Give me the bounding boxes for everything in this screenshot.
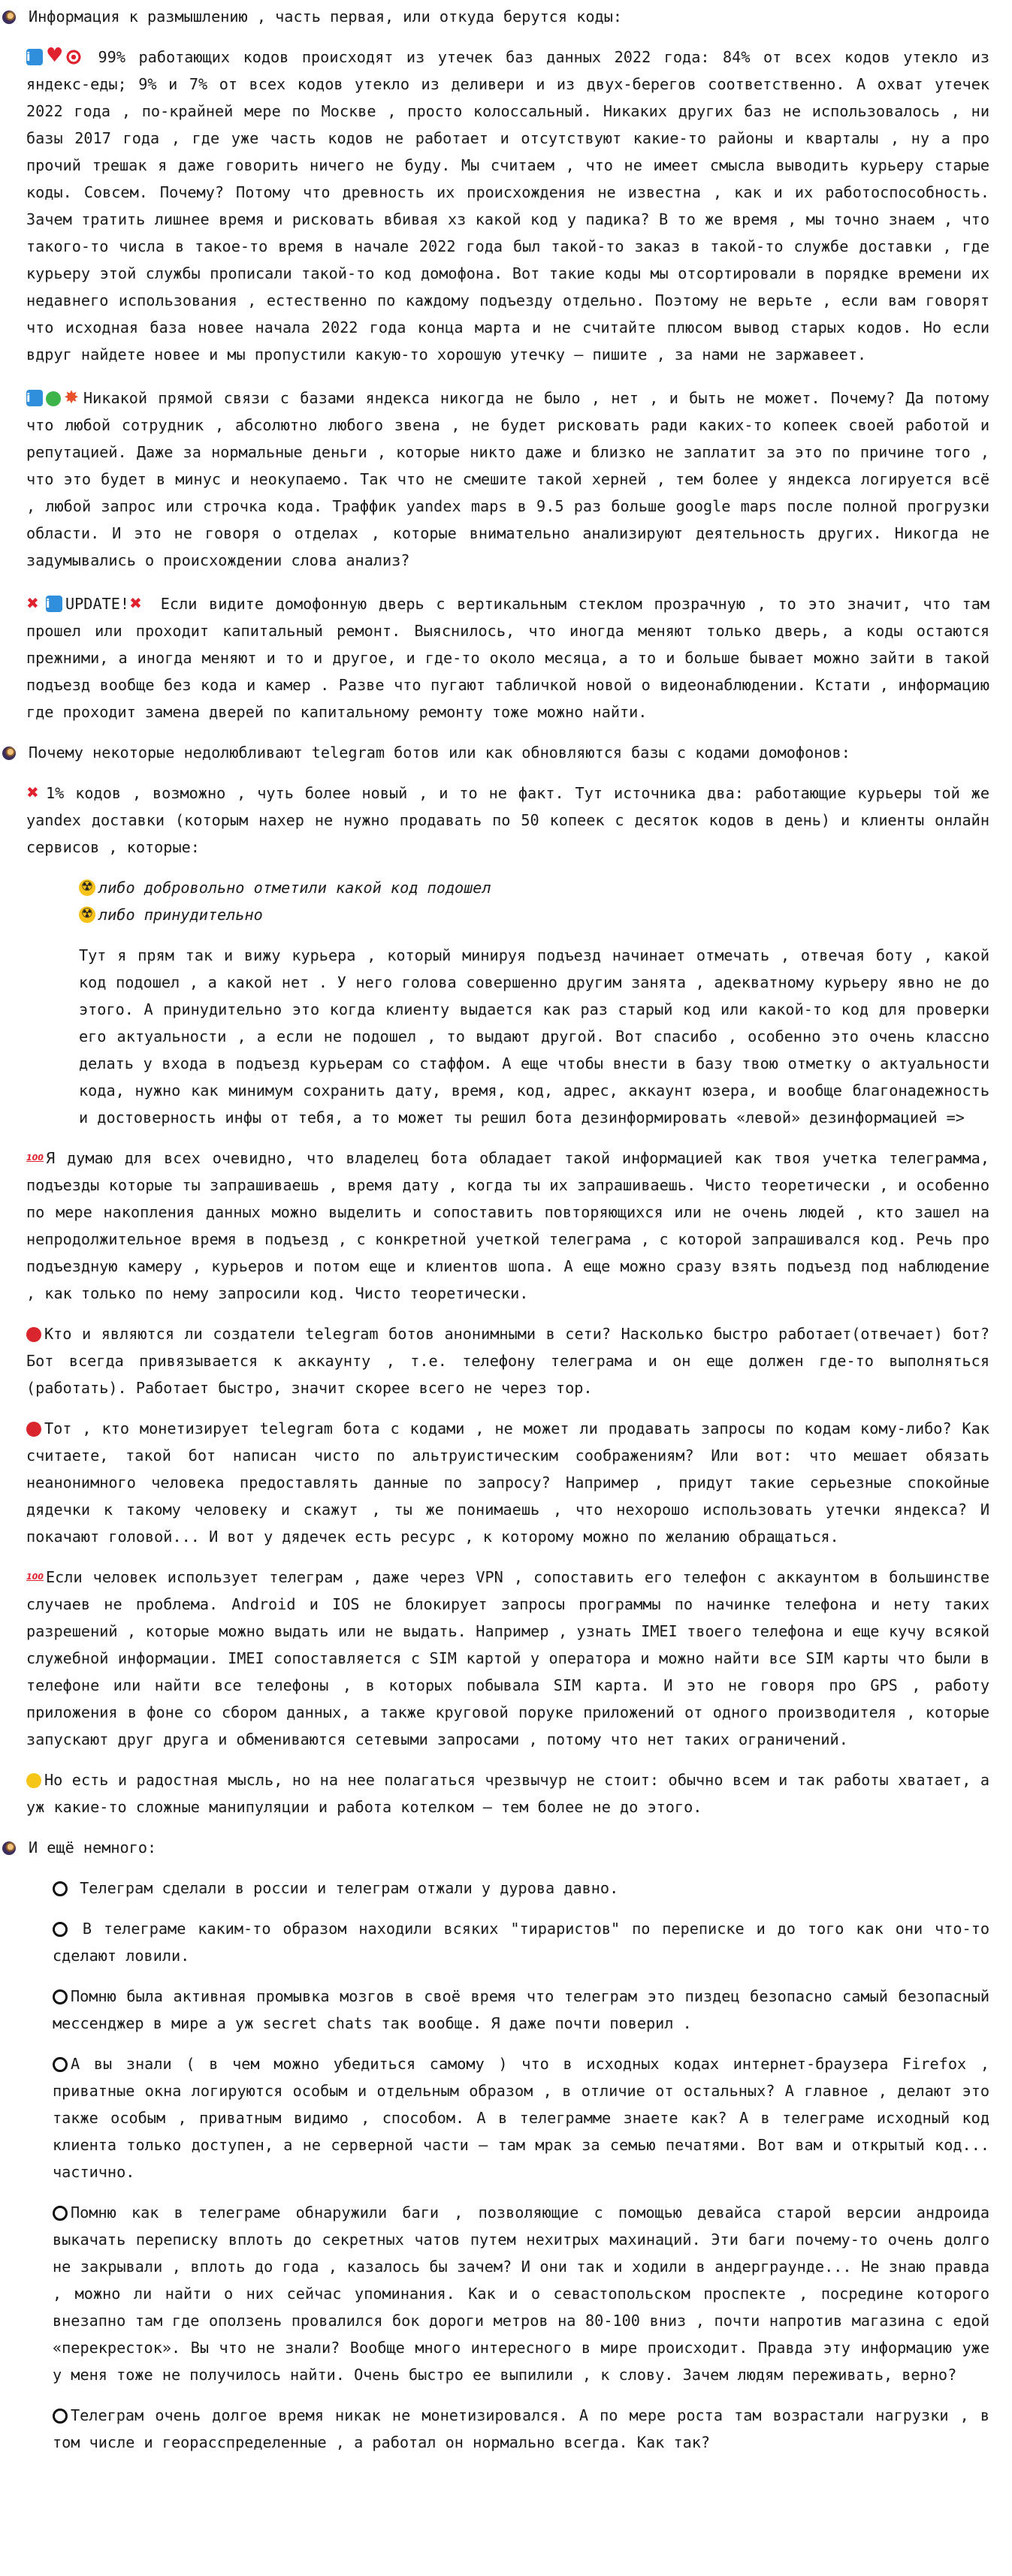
list-item <box>53 2402 989 2456</box>
info-icon <box>26 390 43 406</box>
list-item-text: Помню как в телеграме обнаружили баги , позволяющие с помощью девайса старой версии андроида выкачать переписку вплоть до секретных чатов путем нехитрых махинаций. Эти баги почему-то очень долго не закрывали , вплоть до года , казалось бы зачем? И они так и ходили в андерграунде... Не знаю правда , можно ли найти о них сейчас упоминания. Как и о севастопольском проспекте , посредине которого внезапно там где оползень провалился бок дороги метров на 80-100 вниз , почти напротив магазина с едой «перекресток». Вы что не знали? Вообще много интересного в мире происходит. Правда эту информацию уже у меня тоже не получилось найти. Очень быстро ее выпилили , к слову. Зачем людям переживать, верно? <box>53 2203 989 2384</box>
hollow-circle-icon <box>53 2057 68 2072</box>
heart-icon <box>46 49 62 65</box>
section-heading-1 <box>0 3 1012 30</box>
red-circle-icon <box>26 1422 41 1437</box>
hollow-circle-icon <box>53 2409 68 2424</box>
anger-icon <box>26 785 43 801</box>
paragraph-text: Я думаю для всех очевидно, что владелец бота обладает такой информацией как твоя учетка телеграмма, подъезды которые ты запрашиваешь , время дату , когда ты их запрашиваешь. Чисто теоретически , и особенно по мере накопления данных можно выделить и сопоставить повторяющихся или не очень людей , кто зашел на непродолжительное время в подъезд , с конкретной учеткой телеграма , с которой запрашивался код. Речь про подъездную камеру , курьеров и потом еще и клиентов шопа. А еще можно сразу взять подъезд под наблюдение , как только по нему запросили код. Чисто теоретически. <box>26 1149 989 1302</box>
hollow-circle-icon <box>53 1922 68 1937</box>
heading-text: Почему некоторые недолюбливают telegram ботов или как обновляются базы с кодами домофонов: <box>29 744 850 762</box>
paragraph-text: 99% работающих кодов происходят из утечек баз данных 2022 года: 84% от всех кодов утекло из яндекс-еды; 9% и 7% от всех кодов утекло из деливери и из двух-берегов соответственно. А охват утечек 2022 года , по-крайней мере по Москве , просто колоссальный. Никаких других баз не использовалось , ни базы 2017 года , где уже часть кодов не работает и отсутствуют какие-то районы и кварталы , ну а про прочий трешак я даже говорить ничего не буду. Мы считаем , что не имеет смысла выводить курьеру старые коды. Совсем. Почему? Потому что древность их происхождения не известна , как и их работоспособность. Зачем тратить лишнее время и рисковать вбивая хз какой код у падика? В то же время , мы точно знаем , что такого-то числа в такое-то время в начале 2022 года был такой-то заказ в такой-то службе доставки , где курьеру этой службы прописали такой-то код домофона. Вот такие коды мы отсортировали в порядке времени их недавнего использования , естественно по каждому подъезду отдельно. Поэтому не верьте , если вам говорят что исходная база новее начала 2022 года конца марта и не считайте плюсом вывод старых кодов. Но если вдруг найдете новее и мы пропустили какую-то хорошую утечку — пишите , за нами не заржавеет. <box>26 48 989 363</box>
planet-bullet-icon <box>2 1842 16 1855</box>
paragraph <box>26 1145 1012 1307</box>
red-circle-icon <box>26 1327 41 1342</box>
paragraph <box>26 1564 1012 1753</box>
list-item-text: А вы знали ( в чем можно убедиться самому ) что в исходных кодах интернет-браузера Firefox , приватные окна логируются особым и отдельным образом , в отличие от остальных? А главное , делают это также особым , приватным видимо , способом. А в телеграмме знаете как? А в телеграме исходный код клиента только доступен, а не серверной части — там мрак за семью печатями. Вот вам и открытый код... частично. <box>53 2055 989 2181</box>
paragraph-text: Если человек использует телеграм , даже через VPN , сопоставить его телефон с аккаунтом в большинстве случаев не проблема. Android и IOS не блокирует запросы программы по начинке телефона и нету таких разрешений , которые можно выдать или не выдать. Например , узнать IMEI твоего телефона и еще кучу всякой служебной информации. IMEI сопоставляется с SIM картой у оператора и можно найти все SIM карты что были в телефоне или найти все телефоны , в которых побывала SIM карта. И это не говоря про GPS , работу приложения в фоне со сбором данных, а также круговой поруке приложений от одного производителя , которые запускают друг друга и обмениваются сетевыми запросами , потому что нет таких ограничений. <box>26 1568 989 1748</box>
list-item-text: Телеграм очень долгое время никак не монетизировался. А по мере роста там возрастали нагрузки , в том числе и георасспределенные , а работал он нормально всегда. Как так? <box>53 2406 989 2451</box>
list-item <box>79 874 1012 901</box>
hollow-circle-icon <box>53 2206 68 2221</box>
paragraph-text: Тут я прям так и вижу курьера , который минируя подъезд начинает отмечать , отвечая боту , какой код подошел , а какой нет . У него голова совершенно другим занята , адекватному курьеру явно не до этого. А принудительно это когда клиенту выдается как раз старый код или какой-то код для проверки его актуальности , а если не подошел , то выдают другой. Вот спасибо , особенно это очень классно делать у входа в подъезд курьерам со стаффом. А еще чтобы внести в базу твою отметку о актуальности кода, нужно как минимум сохранить дату, время, код, адрес, аккаунт юзера, и вообще благонадежность и достоверность инфы от тебя, а то может ты решил бота дезинформировать «левой» дезинформацией => <box>79 946 989 1127</box>
list-item-text: либо добровольно отметили какой код подошел <box>98 879 491 897</box>
heading-text: Информация к размышлению , часть первая, или откуда берутся коды: <box>29 8 623 26</box>
info-icon <box>26 49 43 65</box>
paragraph-text: Если видите домофонную дверь с вертикальным стеклом прозрачную , то это значит, что там прошел или проходит капитальный ремонт. Выяснилось, что иногда меняют только дверь, а коды остаются прежними, а иногда меняют и то и другое, и где-то около месяца, а то и больше бывает можно зайти в такой подъезд вообще без кода и камер . Разве что пугают табличкой новой о видеонаблюдении. Кстати , информацию где проходит замена дверей по капитальному ремонту тоже можно найти. <box>26 595 990 721</box>
hundred-points-icon <box>26 1569 43 1585</box>
paragraph <box>79 942 1012 1131</box>
paragraph-text: Тот , кто монетизирует telegram бота с кодами , не может ли продавать запросы по кодам кому-либо? Как считаете, такой бот написан чисто по альтруистическим соображениям? Или вот: что мешает обязать неанонимного человека предоставлять данные по запросу? Например , придут такие серьезные спокойные дядечки к такому человеку и скажут , ты же понимаешь , что нехорошо использовать утечки яндекса? И покачают головой... И вот у дядечек есть ресурс , к которому можно по желанию обращаться. <box>26 1419 989 1546</box>
hollow-circle-icon <box>53 1881 68 1896</box>
target-icon <box>65 49 82 65</box>
radioactive-icon <box>79 906 95 923</box>
hundred-points-icon <box>26 1150 43 1166</box>
section-heading-3 <box>0 1834 1012 1861</box>
heading-text: И ещё немного: <box>29 1838 157 1857</box>
radioactive-icon <box>79 879 95 896</box>
paragraph <box>26 385 1012 574</box>
update-tag: UPDATE! <box>65 595 130 613</box>
paragraph-text: 1% кодов , возможно , чуть более новый , и то не факт. Тут источника два: работающие курьеры той же yandex доставки (которым нахер не нужно продавать по 50 копеек с десяток кодов в день) и клиенты онлайн сервисов , которые: <box>26 784 989 856</box>
list-item <box>53 1875 989 1902</box>
yellow-circle-icon <box>26 1773 41 1788</box>
planet-bullet-icon <box>2 11 16 24</box>
green-circle-icon <box>46 391 61 406</box>
paragraph <box>26 1766 1012 1820</box>
info-icon <box>46 596 62 612</box>
list-item <box>53 2199 989 2388</box>
list-item <box>53 1915 989 1969</box>
paragraph-text: Кто и являются ли создатели telegram ботов анонимными в сети? Насколько быстро работает(отвечает) бот? Бот всегда привязывается к аккаунту , т.е. телефону телеграма и он еще должен где-то выполняться (работать). Работает быстро, значит скорее всего не через тор. <box>26 1325 989 1397</box>
hollow-circle-icon <box>53 1989 68 2004</box>
list-item <box>79 901 1012 928</box>
paragraph <box>26 44 1012 368</box>
list-item-text: Телеграм сделали в россии и телеграм отжали у дурова давно. <box>80 1879 619 1897</box>
list-item <box>53 1983 989 2037</box>
planet-bullet-icon <box>2 747 16 760</box>
list-item-text: либо принудительно <box>98 906 263 924</box>
list-item-text: Помню была активная промывка мозгов в своё время что телеграм это пиздец безопасно самый безопасный мессенджер в мире а уж secret chats так вообще. Я даже почти поверил . <box>53 1987 989 2032</box>
paragraph <box>26 780 1012 861</box>
list-item-text: В телеграме каким-то образом находили всяких "тираристов" по переписке и до того как они что-то сделают ловили. <box>53 1920 989 1965</box>
list-item <box>53 2050 989 2185</box>
paragraph-text: Но есть и радостная мысль, но на нее полагаться чрезвычур не стоит: обычно всем и так работы хватает, а уж какие-то сложные манипуляции и работа котелком — тем более не до этого. <box>26 1771 989 1816</box>
paragraph <box>26 1320 1012 1401</box>
collision-icon <box>64 390 80 406</box>
anger-icon <box>129 596 146 612</box>
paragraph <box>26 1415 1012 1550</box>
section-heading-2 <box>0 739 1012 766</box>
paragraph-text: Никакой прямой связи с базами яндекса никогда не было , нет , и быть не может. Почему? Да потому что любой сотрудник , абсолютно любого звена , не будет рисковать ради каких-то копеек своей работой и репутацией. Даже за нормальные деньги , которые никто даже и близко не заплатит за это по причине того , что это будет в минус и неокупаемо. Так что не смешите такой херней , тем более у яндекса логируется всё , любой запрос или строчка кода. Траффик yandex maps в 9.5 раз больше google maps после полной прогрузки области. И это не говоря о отделах , которые внимательно анализируют деятельность других. Никогда не задумывались о происхождении слова анализ? <box>26 389 989 569</box>
update-paragraph <box>26 590 1012 725</box>
anger-icon <box>26 596 43 612</box>
